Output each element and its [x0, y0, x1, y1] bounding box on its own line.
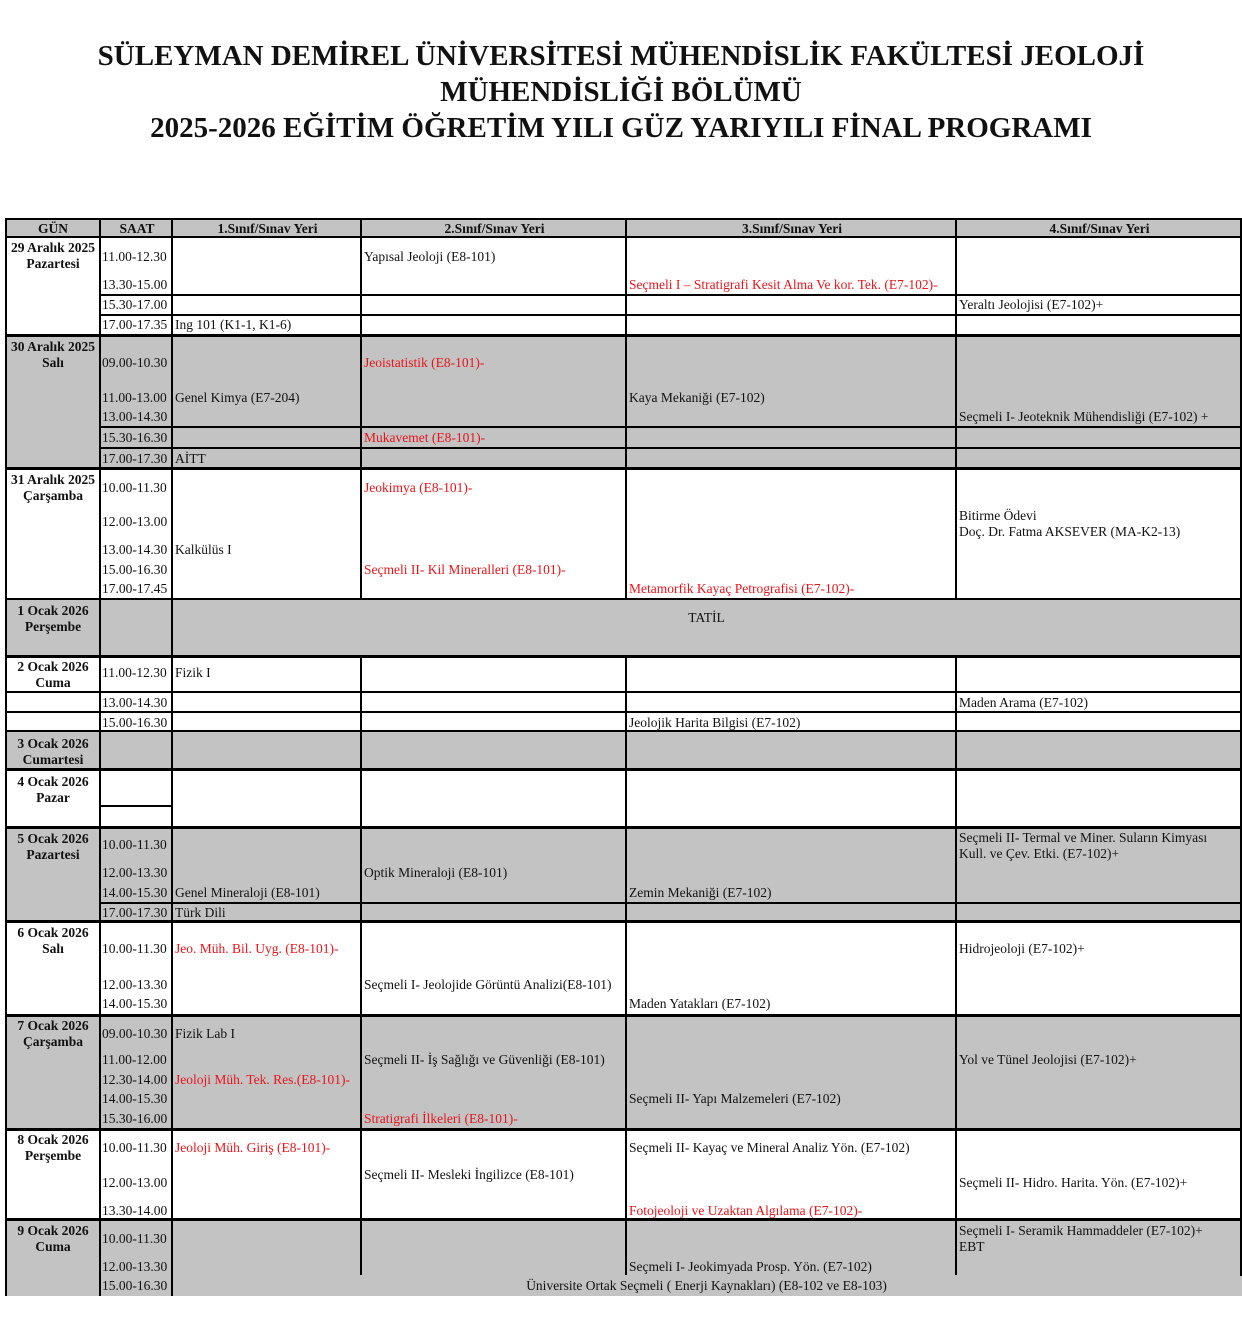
col-rule — [360, 655, 362, 1275]
time-slot: 11.00-12.00 — [102, 1052, 167, 1067]
exam-entry: Kull. ve Çev. Etki. (E7-102)+ — [959, 846, 1120, 861]
exam-entry: Yapısal Jeoloji (E8-101) — [364, 249, 496, 264]
exam-entry: Zemin Mekaniği (E7-102) — [629, 885, 772, 900]
exam-entry: Fizik Lab I — [175, 1026, 235, 1041]
time-slot: 13.30-15.00 — [102, 277, 168, 292]
time-slot: 12.30-14.00 — [102, 1072, 168, 1087]
exam-entry: Maden Yatakları (E7-102) — [629, 996, 771, 1011]
exam-entry: Yeraltı Jeolojisi (E7-102)+ — [959, 297, 1104, 312]
col-rule — [955, 218, 957, 600]
time-slot: 17.00-17.30 — [102, 451, 168, 466]
time-slot: 17.00-17.30 — [102, 905, 168, 920]
time-slot: 15.00-16.30 — [102, 1278, 168, 1293]
exam-entry: Seçmeli I- Seramik Hammaddeler (E7-102)+ — [959, 1223, 1203, 1238]
day-label: 31 Aralık 2025 Çarşamba — [10, 472, 95, 503]
exam-entry: Seçmeli II- Yapı Malzemeleri (E7-102) — [629, 1091, 841, 1106]
exam-entry: Fotojeoloji ve Uzaktan Algılama (E7-102)- — [629, 1203, 863, 1218]
exam-entry: Metamorfik Kayaç Petrografisi (E7-102)- — [629, 581, 855, 596]
exam-entry: Jeoloji Müh. Tek. Res.(E8-101)- — [175, 1072, 351, 1087]
day-label: 1 Ocak 2026 Perşembe — [17, 603, 89, 634]
rule — [101, 314, 1242, 316]
day-label: 4 Ocak 2026 Pazar — [17, 774, 89, 805]
time-slot: 12.00-13.00 — [102, 514, 168, 529]
time-slot: 15.30-17.00 — [102, 297, 168, 312]
exam-entry: Jeolojik Harita Bilgisi (E7-102) — [629, 715, 801, 730]
time-slot: 15.00-16.30 — [102, 715, 168, 730]
header-time: SAAT — [119, 221, 155, 236]
day-shade-3-ocak — [5, 732, 1242, 769]
time-slot: 12.00-13.30 — [102, 977, 168, 992]
exam-entry: Jeoistatistik (E8-101)- — [364, 355, 485, 370]
title-line-1: SÜLEYMAN DEMİREL ÜNİVERSİTESİ MÜHENDİSLİK FAKÜLTESİ JEOLOJİ — [97, 40, 1145, 72]
exam-entry: Seçmeli II- Termal ve Miner. Suların Kimyası — [959, 830, 1208, 845]
col-rule — [171, 218, 173, 1296]
exam-entry: Genel Mineraloji (E8-101) — [175, 885, 320, 900]
holiday-label: TATİL — [688, 610, 725, 625]
time-slot: 11.00-13.00 — [102, 390, 167, 405]
col-rule — [625, 655, 627, 1275]
header-class-1: 1.Sınıf/Sınav Yeri — [217, 221, 318, 236]
exam-entry: Genel Kimya (E7-204) — [175, 390, 300, 405]
header-class-3: 3.Sınıf/Sınav Yeri — [741, 221, 843, 236]
exam-entry: Seçmeli I- Jeoteknik Mühendisliği (E7-102) + — [959, 409, 1209, 424]
exam-entry: Bitirme Ödevi — [959, 508, 1037, 523]
exam-entry: Jeoloji Müh. Giriş (E8-101)- — [175, 1140, 331, 1155]
exam-schedule-table — [5, 218, 1242, 1296]
day-label: 7 Ocak 2026 Çarşamba — [17, 1018, 89, 1049]
time-slot: 14.00-15.30 — [102, 996, 168, 1011]
time-slot: 13.30-14.00 — [102, 1203, 168, 1218]
time-slot: 13.00-14.30 — [102, 409, 168, 424]
rule — [5, 218, 1242, 220]
exam-entry: Fizik I — [175, 665, 211, 680]
exam-entry: Jeo. Müh. Bil. Uyg. (E8-101)- — [175, 941, 339, 956]
exam-entry: Maden Arama (E7-102) — [959, 695, 1088, 710]
rule — [101, 902, 1242, 904]
exam-entry: Yol ve Tünel Jeolojisi (E7-102)+ — [959, 1052, 1137, 1067]
exam-entry: Ing 101 (K1-1, K1-6) — [175, 317, 292, 332]
exam-entry: Seçmeli I- Jeokimyada Prosp. Yön. (E7-102) — [629, 1259, 872, 1274]
exam-entry: Hidrojeoloji (E7-102)+ — [959, 941, 1085, 956]
exam-entry: Seçmeli II- Kayaç ve Mineral Analiz Yön. (E7-102) — [629, 1140, 910, 1155]
rule — [5, 768, 1242, 771]
exam-entry: Jeokimya (E8-101)- — [364, 480, 473, 495]
time-slot: 15.30-16.30 — [102, 430, 168, 445]
header-day: GÜN — [38, 221, 68, 236]
header-class-2: 2.Sınıf/Sınav Yeri — [444, 221, 545, 236]
time-slot: 12.00-13.00 — [102, 1175, 168, 1190]
exam-entry: Optik Mineraloji (E8-101) — [364, 865, 508, 880]
time-slot: 14.00-15.30 — [102, 1091, 168, 1106]
day-label: 8 Ocak 2026 Perşembe — [17, 1132, 89, 1163]
time-slot: 17.00-17.35 — [102, 317, 168, 332]
rule — [101, 426, 1242, 428]
exam-entry: Stratigrafi İlkeleri (E8-101)- — [364, 1111, 518, 1126]
title-line-2: MÜHENDİSLİĞİ BÖLÜMÜ — [440, 76, 802, 108]
rule — [101, 294, 1242, 296]
exam-entry: Seçmeli II- Mesleki İngilizce (E8-101) — [364, 1167, 574, 1182]
exam-entry: Türk Dili — [175, 905, 226, 920]
rule — [5, 334, 1242, 337]
time-slot: 12.00-13.30 — [102, 865, 168, 880]
rule — [5, 691, 1242, 693]
day-label: 5 Ocak 2026 Pazartesi — [17, 831, 89, 862]
day-label: 3 Ocak 2026 Cumartesi — [17, 736, 89, 767]
day-label: 30 Aralık 2025 Salı — [10, 339, 95, 370]
time-slot: 10.00-11.30 — [102, 480, 167, 495]
time-slot: 10.00-11.30 — [102, 1231, 167, 1246]
time-slot: 10.00-11.30 — [102, 837, 167, 852]
rule — [5, 826, 1242, 829]
header-class-4: 4.Sınıf/Sınav Yeri — [1049, 221, 1150, 236]
exam-entry: Kaya Mekaniği (E7-102) — [629, 390, 765, 405]
col-rule — [625, 218, 627, 600]
exam-entry: AİTT — [175, 451, 206, 466]
exam-entry: Kalkülüs I — [175, 542, 232, 557]
rule — [5, 655, 1242, 658]
time-slot: 09.00-10.30 — [102, 1026, 168, 1041]
rule — [5, 711, 1242, 713]
time-slot: 09.00-10.30 — [102, 355, 168, 370]
title-line-3: 2025-2026 EĞİTİM ÖĞRETİM YILI GÜZ YARIYILI FİNAL PROGRAMI — [150, 112, 1092, 144]
time-slot: 15.00-16.30 — [102, 562, 168, 577]
rule — [101, 447, 1242, 449]
exam-entry: Üniversite Ortak Seçmeli ( Enerji Kaynakları) (E8-102 ve E8-103) — [526, 1278, 887, 1293]
exam-entry: Mukavemet (E8-101)- — [364, 430, 486, 445]
time-slot: 11.00-12.30 — [102, 665, 167, 680]
time-slot: 10.00-11.30 — [102, 941, 167, 956]
rule — [5, 1218, 1242, 1221]
exam-entry: Seçmeli II- Kil Mineralleri (E8-101)- — [364, 562, 566, 577]
exam-entry: Seçmeli I- Jeolojide Görüntü Analizi(E8-101) — [364, 977, 612, 992]
rule — [5, 730, 1242, 732]
time-slot: 17.00-17.45 — [102, 581, 168, 596]
exam-entry: Seçmeli II- Hidro. Harita. Yön. (E7-102)+ — [959, 1175, 1188, 1190]
rule — [5, 467, 1242, 470]
time-slot: 12.00-13.30 — [102, 1259, 168, 1274]
time-slot: 10.00-11.30 — [102, 1140, 167, 1155]
page-title — [0, 38, 1242, 146]
day-label: 29 Aralık 2025 Pazartesi — [10, 240, 95, 271]
time-slot: 14.00-15.30 — [102, 885, 168, 900]
exam-entry: Doç. Dr. Fatma AKSEVER (MA-K2-13) — [959, 524, 1181, 539]
time-slot: 11.00-12.30 — [102, 249, 167, 264]
rule — [101, 805, 173, 807]
time-slot: 15.30-16.00 — [102, 1111, 168, 1126]
exam-entry: EBT — [959, 1239, 985, 1254]
exam-entry: Seçmeli II- İş Sağlığı ve Güvenliği (E8-101) — [364, 1052, 605, 1067]
rule — [5, 1014, 1242, 1017]
day-label: 2 Ocak 2026 Cuma — [17, 659, 89, 690]
rule — [5, 598, 1242, 600]
exam-entry: Seçmeli I – Stratigrafi Kesit Alma Ve kor. Tek. (E7-102)- — [629, 277, 938, 292]
col-rule — [360, 218, 362, 600]
day-label: 6 Ocak 2026 Salı — [17, 925, 89, 956]
col-rule — [955, 655, 957, 1275]
day-shade-1-ocak — [5, 600, 1242, 656]
rule — [5, 1128, 1242, 1131]
time-slot: 13.00-14.30 — [102, 542, 168, 557]
day-label: 9 Ocak 2026 Cuma — [17, 1223, 89, 1254]
time-slot: 13.00-14.30 — [102, 695, 168, 710]
